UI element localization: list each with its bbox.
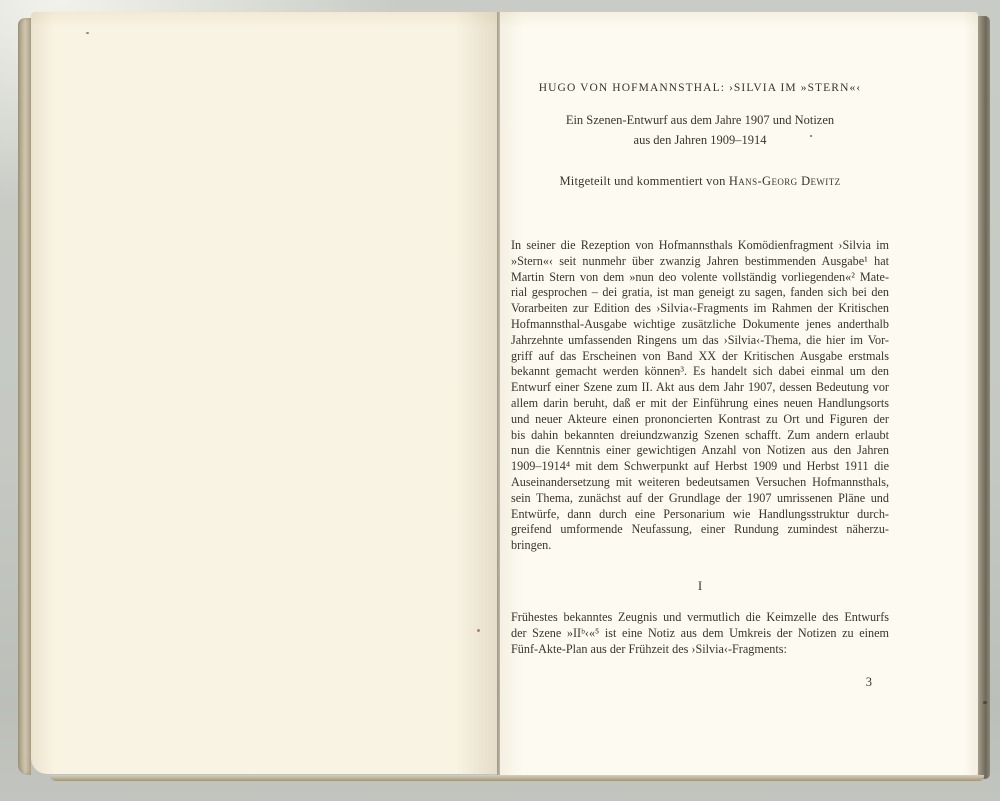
text-line: griff auf das Erscheinen von Band XX der Kritischen Ausgabe erstmals [511,348,889,363]
text-line: Entwürfe, dann durch eine Personarium wie Handlungsstruktur durch- [511,506,889,521]
text-line: Hofmannsthal-Ausgabe wichtige zusätzliche Dokumente jenes anderthalb [511,316,889,331]
text-line: Frühestes bekanntes Zeugnis und vermutlich die Keimzelle des Entwurfs [511,610,889,624]
section-heading: I [697,578,703,593]
text-line: Martin Stern von dem »nun deo volente vollständig vorliegenden«² Mate- [511,269,889,284]
text-line: und neuer Akteure einen prononcierten Kontrast zu Ort und Figuren der [511,411,889,426]
dust-speck [810,135,812,137]
text-line: allem darin beruht, daß er mit der Einführung eines neuen Handlungsorts [511,395,889,410]
text-line: bis dahin bekannten dreiundzwanzig Szenen schafft. Zum andern erlaubt [511,427,889,442]
book-bottom-edge [50,775,984,781]
byline-author-name: Hans-Georg Dewitz [728,174,841,188]
body-paragraph-2 [511,610,889,657]
book-left-cover-edge [18,18,31,775]
left-page-blank [31,12,497,774]
subtitle-line: Ein Szenen-Entwurf aus dem Jahre 1907 und Notizen [565,113,835,127]
right-page [500,12,978,777]
right-page-block-shadow [978,16,990,779]
text-line: Vorarbeiten zur Edition des ›Silvia‹-Fragments im Rahmen der Kritischen [511,301,889,316]
dust-speck [477,629,480,632]
text-line: Auseinandersetzung mit weiteren bedeutsamen Versuchen Hofmannsthals, [511,474,889,489]
text-line: bekannt gemacht werden können³. Es handelt sich dabei einmal um den [511,364,889,379]
byline-prefix: Mitgeteilt und kommentiert von [559,174,729,188]
text-line: rial gesprochen – dei gratia, ist man geneigt zu sagen, fanden sich bei den [511,285,889,300]
text-line: bringen. [511,538,552,553]
text-line: Jahrzehnte umfassenden Ringens um das ›Silvia‹-Thema, die hier im Vor- [511,332,889,347]
page-number: 3 [865,675,872,689]
scanned-book-spread [18,12,990,780]
text-line: der Szene »IIᵇ‹«⁵ ist eine Notiz aus dem Umkreis der Notizen zu einem [511,625,889,640]
text-line: nun die Kenntnis einer gewichtigen Anzahl von Notizen aus den Jahren [511,443,889,458]
text-line: Entwurf einer Szene zum II. Akt aus dem Jahr 1907, dessen Bedeutung vor [511,380,889,395]
body-paragraph-1 [511,238,889,554]
text-line: sein Thema, zunächst auf der Grundlage der 1907 umrissenen Pläne und [511,490,889,505]
text-line: 1909–1914⁴ mit dem Schwerpunkt auf Herbst 1909 und Herbst 1911 die [511,459,889,474]
dust-speck [983,701,987,704]
text-line: greifend umformende Neufassung, einer Rundung zumindest näherzu- [511,522,889,537]
article-title: HUGO VON HOFMANNSTHAL: ›SILVIA IM »STERN«‹ [538,82,862,94]
text-line: In seiner die Rezeption von Hofmannsthals Komödienfragment ›Silvia im [511,238,889,252]
text-line: Fünf-Akte-Plan aus der Frühzeit des ›Silvia‹-Fragments: [511,641,787,656]
dust-speck [86,32,89,34]
byline [511,174,889,189]
article-subtitle [511,110,889,150]
text-line: »Stern«‹ seit nunmehr über zwanzig Jahren bestimmenden Ausgabe¹ hat [511,253,889,268]
subtitle-line: aus den Jahren 1909–1914 [633,133,767,147]
